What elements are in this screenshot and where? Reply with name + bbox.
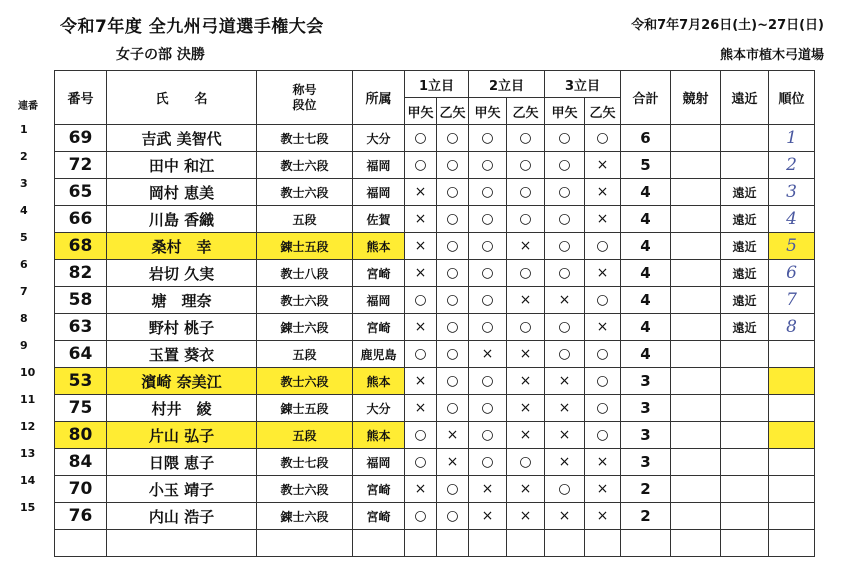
ren-number: 10 (20, 366, 36, 379)
cell-arrow-mark: ○ (469, 152, 507, 179)
cell-arrow-mark: × (507, 341, 545, 368)
cell-number: 69 (55, 125, 107, 152)
cell-arrow-mark: ○ (405, 422, 437, 449)
ren-number: 4 (20, 204, 28, 217)
header-round1: 1立目 (405, 71, 469, 98)
cell-number: 65 (55, 179, 107, 206)
cell-rank: 五段 (257, 206, 353, 233)
cell-arrow-mark: ○ (545, 476, 585, 503)
cell-arrow-mark: × (585, 314, 621, 341)
header-name: 氏 名 (107, 71, 257, 125)
cell-arrow-mark: ○ (545, 152, 585, 179)
table-row (55, 287, 815, 314)
cell-affiliation: 福岡 (353, 179, 405, 206)
table-row (55, 314, 815, 341)
table-row (55, 152, 815, 179)
cell-enkin (721, 395, 769, 422)
cell-arrow-mark: ○ (545, 233, 585, 260)
header-enkin: 遠近 (721, 71, 769, 125)
cell-name: 岩切 久実 (107, 260, 257, 287)
ren-number: 1 (20, 123, 28, 136)
table-row (55, 368, 815, 395)
cell-kyosha (671, 287, 721, 314)
cell-name: 片山 弘子 (107, 422, 257, 449)
cell-arrow-mark: × (437, 449, 469, 476)
table-row (55, 260, 815, 287)
ren-number: 9 (20, 339, 28, 352)
ren-number: 11 (20, 393, 36, 406)
cell-place (769, 476, 815, 503)
header-kyosha: 競射 (671, 71, 721, 125)
cell-arrow-mark: × (545, 449, 585, 476)
cell-kyosha (671, 341, 721, 368)
cell-total: 4 (621, 206, 671, 233)
header-round3: 3立目 (545, 71, 621, 98)
cell-number: 53 (55, 368, 107, 395)
header-total: 合計 (621, 71, 671, 125)
cell-place (769, 368, 815, 395)
cell-arrow-mark: × (585, 503, 621, 530)
ren-header: 連番 (18, 101, 38, 112)
cell-arrow-mark: ○ (545, 314, 585, 341)
table-row (55, 125, 815, 152)
cell-affiliation: 福岡 (353, 287, 405, 314)
cell-arrow-mark: ○ (437, 341, 469, 368)
cell-enkin: 遠近 (721, 260, 769, 287)
cell-arrow-mark: × (585, 449, 621, 476)
cell-arrow-mark: ○ (545, 179, 585, 206)
cell-arrow-mark: ○ (405, 287, 437, 314)
cell-enkin: 遠近 (721, 287, 769, 314)
cell-arrow-mark: ○ (585, 233, 621, 260)
cell-enkin (721, 503, 769, 530)
cell-arrow-mark: × (545, 422, 585, 449)
cell-affiliation: 福岡 (353, 449, 405, 476)
cell-total: 3 (621, 395, 671, 422)
cell-kyosha (671, 206, 721, 233)
cell-arrow-mark: ○ (437, 368, 469, 395)
cell-place: 3 (769, 179, 815, 206)
cell-kyosha (671, 152, 721, 179)
cell-arrow-mark: ○ (437, 260, 469, 287)
cell-arrow-mark: ○ (437, 395, 469, 422)
cell-place: 7 (769, 287, 815, 314)
cell-arrow-mark: × (585, 179, 621, 206)
cell-arrow-mark: × (507, 233, 545, 260)
ren-number: 3 (20, 177, 28, 190)
cell-arrow-mark: ○ (585, 422, 621, 449)
cell-arrow-mark: ○ (507, 179, 545, 206)
header-rank-line2: 段位 (292, 97, 317, 112)
cell-enkin: 遠近 (721, 179, 769, 206)
cell-affiliation (353, 530, 405, 557)
cell-arrow-mark: ○ (437, 314, 469, 341)
cell-enkin (721, 152, 769, 179)
ren-number: 14 (20, 474, 36, 487)
cell-place: 2 (769, 152, 815, 179)
header-number: 番号 (55, 71, 107, 125)
ren-number: 7 (20, 285, 28, 298)
cell-arrow-mark: × (405, 206, 437, 233)
cell-kyosha (671, 503, 721, 530)
cell-arrow-mark: × (545, 368, 585, 395)
table-row (55, 179, 815, 206)
table-row (55, 476, 815, 503)
cell-arrow-mark: × (405, 260, 437, 287)
cell-total: 4 (621, 179, 671, 206)
table-row (55, 233, 815, 260)
header-rank-line1: 称号 (292, 82, 317, 97)
cell-arrow-mark (545, 530, 585, 557)
header-r1-oto: 乙矢 (437, 98, 469, 125)
cell-total (621, 530, 671, 557)
cell-place (769, 530, 815, 557)
cell-rank: 錬士六段 (257, 314, 353, 341)
page-title: 令和7年度 全九州弓道選手権大会 (60, 17, 324, 37)
cell-arrow-mark: ○ (405, 449, 437, 476)
cell-arrow-mark: × (469, 341, 507, 368)
cell-name: 日隈 恵子 (107, 449, 257, 476)
cell-rank: 教士六段 (257, 152, 353, 179)
cell-kyosha (671, 368, 721, 395)
cell-arrow-mark: × (585, 260, 621, 287)
ren-number: 13 (20, 447, 36, 460)
cell-arrow-mark: ○ (585, 341, 621, 368)
cell-total: 2 (621, 476, 671, 503)
cell-arrow-mark: ○ (469, 449, 507, 476)
cell-arrow-mark: × (469, 476, 507, 503)
cell-kyosha (671, 530, 721, 557)
cell-arrow-mark: ○ (469, 314, 507, 341)
ren-number: 5 (20, 231, 28, 244)
cell-arrow-mark (405, 530, 437, 557)
cell-arrow-mark: × (405, 395, 437, 422)
cell-arrow-mark: ○ (585, 395, 621, 422)
cell-arrow-mark: ○ (585, 287, 621, 314)
table-row (55, 395, 815, 422)
cell-arrow-mark: × (507, 476, 545, 503)
division-subtitle: 女子の部 決勝 (116, 47, 205, 63)
cell-arrow-mark: ○ (405, 152, 437, 179)
cell-arrow-mark: × (585, 476, 621, 503)
cell-number (55, 530, 107, 557)
cell-total: 4 (621, 260, 671, 287)
cell-arrow-mark (585, 530, 621, 557)
cell-total: 4 (621, 314, 671, 341)
cell-number: 82 (55, 260, 107, 287)
table-row (55, 503, 815, 530)
cell-name: 野村 桃子 (107, 314, 257, 341)
cell-arrow-mark: ○ (469, 395, 507, 422)
cell-name: 塘 理奈 (107, 287, 257, 314)
cell-name: 岡村 恵美 (107, 179, 257, 206)
cell-name: 桑村 幸 (107, 233, 257, 260)
table-row (55, 206, 815, 233)
cell-arrow-mark: ○ (585, 125, 621, 152)
cell-arrow-mark: ○ (437, 503, 469, 530)
cell-number: 76 (55, 503, 107, 530)
cell-affiliation: 宮崎 (353, 503, 405, 530)
cell-number: 68 (55, 233, 107, 260)
ren-number: 15 (20, 501, 36, 514)
cell-arrow-mark: ○ (469, 368, 507, 395)
ren-number: 6 (20, 258, 28, 271)
cell-arrow-mark: ○ (545, 260, 585, 287)
cell-name: 川島 香織 (107, 206, 257, 233)
cell-number: 63 (55, 314, 107, 341)
cell-number: 80 (55, 422, 107, 449)
cell-arrow-mark: ○ (437, 206, 469, 233)
cell-rank: 五段 (257, 341, 353, 368)
ren-number: 2 (20, 150, 28, 163)
cell-arrow-mark: ○ (405, 125, 437, 152)
cell-name: 小玉 靖子 (107, 476, 257, 503)
cell-enkin (721, 530, 769, 557)
cell-total: 5 (621, 152, 671, 179)
cell-number: 64 (55, 341, 107, 368)
cell-total: 3 (621, 422, 671, 449)
cell-rank: 教士六段 (257, 476, 353, 503)
cell-affiliation: 宮崎 (353, 260, 405, 287)
cell-arrow-mark: × (437, 422, 469, 449)
cell-rank: 教士六段 (257, 368, 353, 395)
cell-arrow-mark: ○ (469, 179, 507, 206)
cell-name: 田中 和江 (107, 152, 257, 179)
cell-arrow-mark: ○ (545, 341, 585, 368)
cell-arrow-mark: ○ (437, 152, 469, 179)
cell-place: 6 (769, 260, 815, 287)
header-r1-haya: 甲矢 (405, 98, 437, 125)
cell-arrow-mark: ○ (507, 314, 545, 341)
table-row (55, 530, 815, 557)
header-r3-oto: 乙矢 (585, 98, 621, 125)
header-r2-oto: 乙矢 (507, 98, 545, 125)
cell-kyosha (671, 314, 721, 341)
cell-arrow-mark: ○ (507, 152, 545, 179)
cell-name: 玉置 葵衣 (107, 341, 257, 368)
cell-number: 84 (55, 449, 107, 476)
cell-place (769, 422, 815, 449)
cell-affiliation: 宮崎 (353, 314, 405, 341)
ren-number: 8 (20, 312, 28, 325)
cell-kyosha (671, 395, 721, 422)
cell-arrow-mark: ○ (437, 476, 469, 503)
cell-arrow-mark: ○ (469, 233, 507, 260)
cell-enkin (721, 422, 769, 449)
cell-arrow-mark: ○ (469, 287, 507, 314)
cell-arrow-mark: ○ (507, 260, 545, 287)
cell-arrow-mark: ○ (507, 449, 545, 476)
header-rank (257, 71, 353, 125)
cell-enkin (721, 449, 769, 476)
cell-rank: 錬士六段 (257, 503, 353, 530)
cell-arrow-mark: × (585, 152, 621, 179)
cell-total: 3 (621, 449, 671, 476)
cell-place: 8 (769, 314, 815, 341)
header-place: 順位 (769, 71, 815, 125)
header-r2-haya: 甲矢 (469, 98, 507, 125)
cell-rank: 教士六段 (257, 179, 353, 206)
cell-kyosha (671, 476, 721, 503)
cell-kyosha (671, 125, 721, 152)
cell-enkin (721, 125, 769, 152)
cell-arrow-mark: × (507, 368, 545, 395)
cell-arrow-mark: × (585, 206, 621, 233)
cell-arrow-mark: ○ (469, 260, 507, 287)
cell-arrow-mark: ○ (437, 233, 469, 260)
cell-arrow-mark (437, 530, 469, 557)
cell-arrow-mark: × (507, 422, 545, 449)
cell-arrow-mark: ○ (507, 125, 545, 152)
cell-name: 内山 浩子 (107, 503, 257, 530)
cell-arrow-mark: × (405, 368, 437, 395)
cell-arrow-mark (469, 530, 507, 557)
cell-arrow-mark: × (405, 476, 437, 503)
results-table (54, 70, 815, 557)
cell-arrow-mark: ○ (545, 206, 585, 233)
cell-arrow-mark: × (469, 503, 507, 530)
cell-place (769, 341, 815, 368)
cell-total: 2 (621, 503, 671, 530)
cell-affiliation: 鹿児島 (353, 341, 405, 368)
cell-number: 72 (55, 152, 107, 179)
ren-number: 12 (20, 420, 36, 433)
cell-affiliation: 佐賀 (353, 206, 405, 233)
cell-enkin: 遠近 (721, 233, 769, 260)
cell-arrow-mark: ○ (437, 125, 469, 152)
cell-name: 濱崎 奈美江 (107, 368, 257, 395)
cell-total: 4 (621, 287, 671, 314)
cell-rank: 教士七段 (257, 449, 353, 476)
cell-place (769, 395, 815, 422)
cell-total: 3 (621, 368, 671, 395)
cell-arrow-mark: × (405, 179, 437, 206)
cell-total: 4 (621, 233, 671, 260)
cell-affiliation: 福岡 (353, 152, 405, 179)
cell-total: 4 (621, 341, 671, 368)
cell-arrow-mark: ○ (469, 206, 507, 233)
cell-arrow-mark: ○ (585, 368, 621, 395)
cell-arrow-mark: × (545, 395, 585, 422)
venue-label: 熊本市植木弓道場 (719, 48, 824, 63)
header-round2: 2立目 (469, 71, 545, 98)
cell-affiliation: 大分 (353, 125, 405, 152)
cell-affiliation: 熊本 (353, 368, 405, 395)
cell-place (769, 449, 815, 476)
cell-rank: 五段 (257, 422, 353, 449)
cell-affiliation: 大分 (353, 395, 405, 422)
cell-number: 75 (55, 395, 107, 422)
cell-number: 66 (55, 206, 107, 233)
cell-affiliation: 宮崎 (353, 476, 405, 503)
event-date: 令和7年7月26日(土)~27日(日) (631, 18, 824, 33)
cell-kyosha (671, 179, 721, 206)
cell-arrow-mark: ○ (545, 125, 585, 152)
cell-arrow-mark (507, 530, 545, 557)
table-row (55, 422, 815, 449)
table-row (55, 341, 815, 368)
header-affiliation: 所属 (353, 71, 405, 125)
cell-total: 6 (621, 125, 671, 152)
cell-kyosha (671, 449, 721, 476)
cell-affiliation: 熊本 (353, 233, 405, 260)
cell-kyosha (671, 422, 721, 449)
cell-place: 1 (769, 125, 815, 152)
cell-arrow-mark: × (545, 287, 585, 314)
cell-arrow-mark: ○ (507, 206, 545, 233)
cell-rank (257, 530, 353, 557)
cell-arrow-mark: × (507, 395, 545, 422)
table-row (55, 449, 815, 476)
cell-arrow-mark: ○ (469, 125, 507, 152)
cell-kyosha (671, 233, 721, 260)
cell-number: 58 (55, 287, 107, 314)
cell-rank: 錬士五段 (257, 233, 353, 260)
cell-affiliation: 熊本 (353, 422, 405, 449)
cell-kyosha (671, 260, 721, 287)
cell-number: 70 (55, 476, 107, 503)
cell-enkin (721, 341, 769, 368)
cell-arrow-mark: × (405, 314, 437, 341)
header-r3-haya: 甲矢 (545, 98, 585, 125)
cell-arrow-mark: × (507, 503, 545, 530)
cell-arrow-mark: ○ (437, 179, 469, 206)
cell-enkin: 遠近 (721, 314, 769, 341)
cell-arrow-mark: ○ (469, 422, 507, 449)
cell-name: 吉武 美智代 (107, 125, 257, 152)
cell-rank: 教士七段 (257, 125, 353, 152)
cell-enkin (721, 368, 769, 395)
cell-place: 5 (769, 233, 815, 260)
cell-arrow-mark: ○ (437, 287, 469, 314)
cell-arrow-mark: × (507, 287, 545, 314)
cell-rank: 教士八段 (257, 260, 353, 287)
cell-place (769, 503, 815, 530)
cell-name: 村井 綾 (107, 395, 257, 422)
cell-enkin (721, 476, 769, 503)
cell-arrow-mark: ○ (405, 503, 437, 530)
cell-place: 4 (769, 206, 815, 233)
cell-arrow-mark: × (405, 233, 437, 260)
cell-name (107, 530, 257, 557)
cell-rank: 錬士五段 (257, 395, 353, 422)
cell-arrow-mark: ○ (405, 341, 437, 368)
cell-arrow-mark: × (545, 503, 585, 530)
cell-enkin: 遠近 (721, 206, 769, 233)
cell-rank: 教士六段 (257, 287, 353, 314)
